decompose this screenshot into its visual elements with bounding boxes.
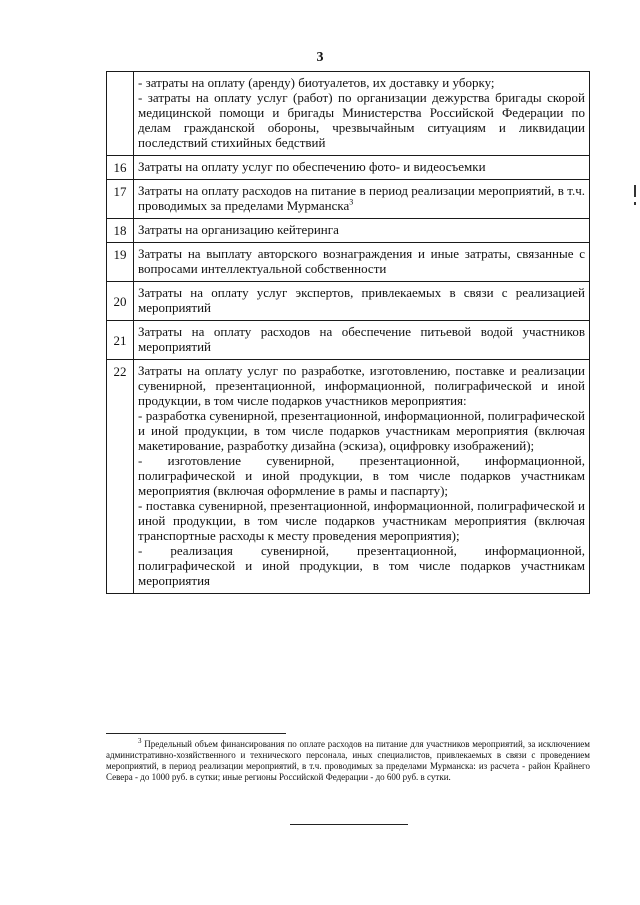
- row-text: [134, 219, 590, 243]
- row-line: Затраты на оплату расходов на обеспечение питьевой водой участников мероприятий: [138, 324, 585, 354]
- table-row: [107, 72, 590, 156]
- bottom-rule: [290, 824, 408, 825]
- row-number: 21: [107, 321, 134, 360]
- row-line: Затраты на оплату услуг по обеспечению фото- и видеосъемки: [138, 159, 486, 174]
- row-number: 18: [107, 219, 134, 243]
- scan-edge-mark: [634, 185, 636, 197]
- footnote-separator: [106, 733, 286, 734]
- row-number: [107, 72, 134, 156]
- row-line: Затраты на выплату авторского вознаграждения и иные затраты, связанные с вопросами интеллектуальной собственности: [138, 246, 585, 276]
- row-number: 19: [107, 243, 134, 282]
- row-line: Затраты на оплату услуг экспертов, привлекаемых в связи с реализацией мероприятий: [138, 285, 585, 315]
- table-row: [107, 180, 590, 219]
- row-number: 16: [107, 156, 134, 180]
- row-number: 17: [107, 180, 134, 219]
- row-line: Затраты на оплату услуг по разработке, изготовлению, поставке и реализации сувенирной, презентационной, информационной, полиграфической и иной продукции, в том числе подарков участников мероприятия:: [138, 363, 585, 408]
- row-line: - затраты на оплату (аренду) биотуалетов, их доставку и уборку;: [138, 75, 495, 90]
- row-line: - реализация сувенирной, презентационной, информационной, полиграфической и иной продукции, в том числе подарков участникам мероприятия: [138, 543, 585, 588]
- scan-edge-mark: [634, 202, 636, 205]
- row-text: [134, 156, 590, 180]
- row-text: [134, 180, 590, 219]
- table-row: [107, 321, 590, 360]
- row-number: 22: [107, 360, 134, 594]
- footnote-ref[interactable]: 3: [349, 197, 354, 207]
- table-row: [107, 243, 590, 282]
- table-row: [107, 360, 590, 594]
- row-text: [134, 360, 590, 594]
- row-text: [134, 282, 590, 321]
- table-row: [107, 282, 590, 321]
- row-line: - затраты на оплату услуг (работ) по организации дежурства бригады скорой медицинской помощи и бригады Министерства Российской Федерации по делам гражданской обороны, чрезвычайным ситуациям и ликвидации последствий стихийных бедствий: [138, 90, 585, 150]
- page-number: 3: [316, 50, 324, 65]
- expenses-table: [106, 71, 590, 594]
- row-line: Затраты на оплату расходов на питание в период реализации мероприятий, в т.ч. проводимых за пределами Мурманска: [138, 183, 585, 213]
- row-line: - изготовление сувенирной, презентационной, информационной, полиграфической и иной продукции, в том числе подарков участникам мероприятия (включая оформление в рамы и паспарту);: [138, 453, 585, 498]
- row-line: Затраты на организацию кейтеринга: [138, 222, 339, 237]
- row-line: - разработка сувенирной, презентационной, информационной, полиграфической и иной продукции, в том числе подарков участникам мероприятия (включая макетирование, разработку дизайна (эскиза), оцифровку изображений);: [138, 408, 585, 453]
- row-text: [134, 321, 590, 360]
- table-row: [107, 219, 590, 243]
- table-row: [107, 156, 590, 180]
- footnote: [106, 739, 590, 783]
- footnote-text: Предельный объем финансирования по оплате расходов на питание для участников мероприятий, за исключением административно-хозяйственного и технического персонала, иных специалистов, привлекаемых в связи с проведением мероприятий, в период реализации мероприятий, в т.ч. проводимых за пределами Мурманска: из расчета - район Крайнего Севера - до 1000 руб. в сутки; иные регионы Российской Федерации - до 600 руб. в сутки.: [106, 739, 590, 782]
- row-number: 20: [107, 282, 134, 321]
- row-text: [134, 243, 590, 282]
- footnote-mark: 3: [138, 737, 142, 745]
- row-text: [134, 72, 590, 156]
- row-line: - поставка сувенирной, презентационной, информационной, полиграфической и иной продукции, в том числе подарков участникам мероприятия (включая транспортные расходы к месту проведения мероприятия);: [138, 498, 585, 543]
